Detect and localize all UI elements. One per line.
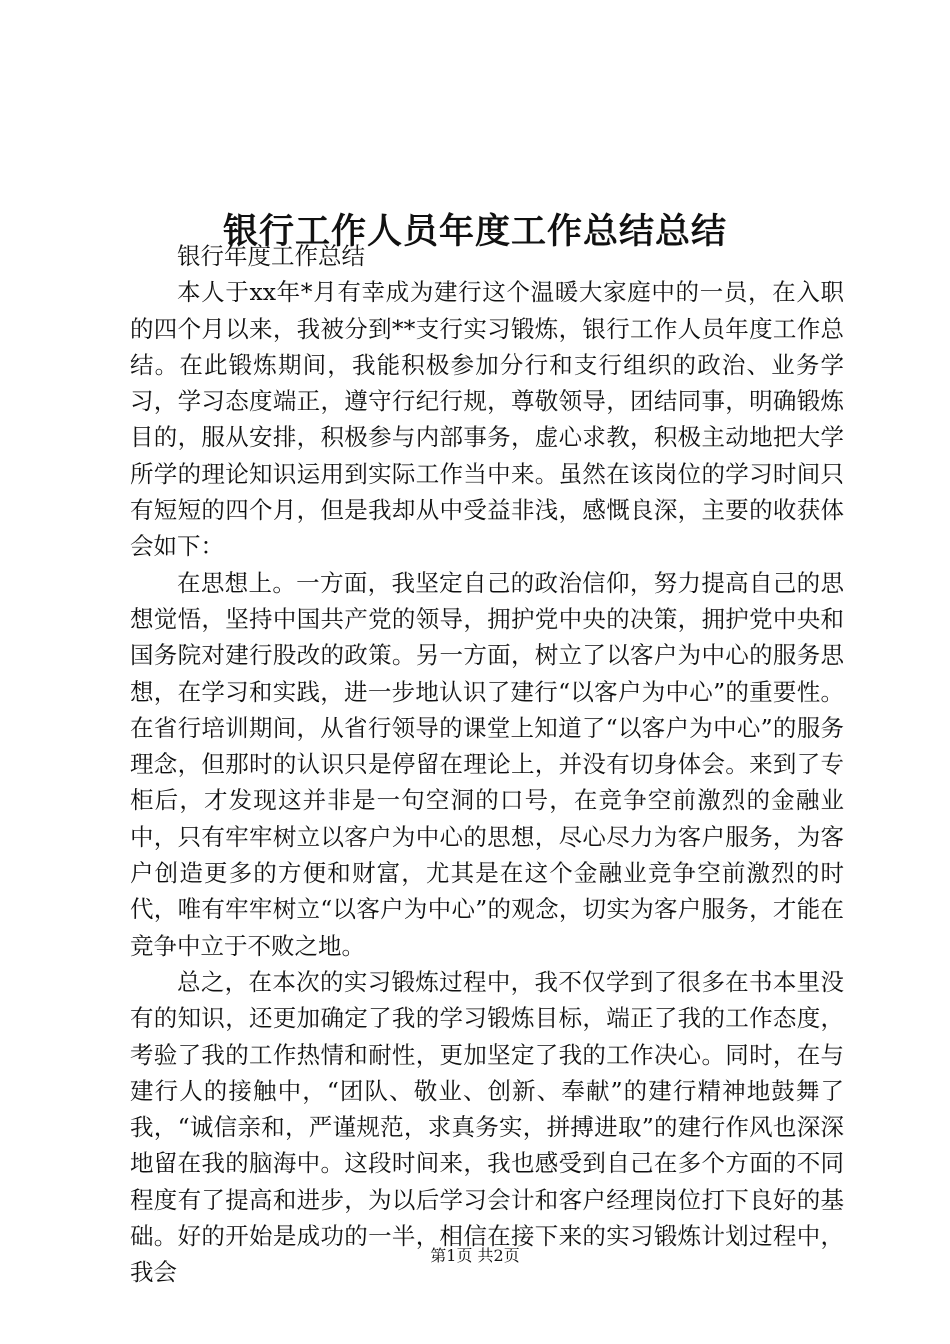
paragraph-thought: 在思想上。一方面，我坚定自己的政治信仰，努力提高自己的思想觉悟，坚持中国共产党的领导，拥护党中央的决策，拥护党中央和国务院对建行股改的政策。另一方面，树立了以客户为中心的服务思想，在学习和实践，进一步地认识了建行“以客户为中心”的重要性。在省行培训期间，从省行领导的课堂上知道了“以客户为中心”的服务理念，但那时的认识只是停留在理论上，并没有切身体会。来到了专柜后，才发现这并非是一句空洞的口号，在竞争空前激烈的金融业中，只有牢牢树立以客户为中心的思想，尽心尽力为客户服务，为客户创造更多的方便和财富，尤其是在这个金融业竞争空前激烈的时代，唯有牢牢树立“以客户为中心”的观念，切实为客户服务，才能在竞争中立于不败之地。 xyxy=(130,568,844,960)
document-title: 银行工作人员年度工作总结总结 xyxy=(222,211,727,253)
paragraph-subtitle: 银行年度工作总结 xyxy=(177,242,365,270)
page-footer: 第1页 共2页 xyxy=(430,1246,520,1265)
paragraph-intro: 本人于xx年*月有幸成为建行这个温暖大家庭中的一员，在入职的四个月以来，我被分到**支行实习锻炼，银行工作人员年度工作总结。在此锻炼期间，我能积极参加分行和支行组织的政治、业务学习，学习态度端正，遵守行纪行规，尊敬领导，团结同事，明确锻炼目的，服从安排，积极参与内部事务，虚心求教，积极主动地把大学所学的理论知识运用到实际工作当中来。虽然在该岗位的学习时间只有短短的四个月，但是我却从中受益非浅，感慨良深，主要的收获体会如下： xyxy=(130,278,844,561)
paragraph-conclusion: 总之，在本次的实习锻炼过程中，我不仅学到了很多在书本里没有的知识，还更加确定了我的学习锻炼目标，端正了我的工作态度，考验了我的工作热情和耐性，更加坚定了我的工作决心。同时，在与建行人的接触中，“团队、敬业、创新、奉献”的建行精神地鼓舞了我，“诚信亲和，严谨规范，求真务实，拼搏进取”的建行作风也深深地留在我的脑海中。这段时间来，我也感受到自己在多个方面的不同程度有了提高和进步，为以后学习会计和客户经理岗位打下良好的基础。好的开始是成功的一半，相信在接下来的实习锻炼计划过程中，我会 xyxy=(130,967,844,1287)
document-body xyxy=(130,238,844,1291)
